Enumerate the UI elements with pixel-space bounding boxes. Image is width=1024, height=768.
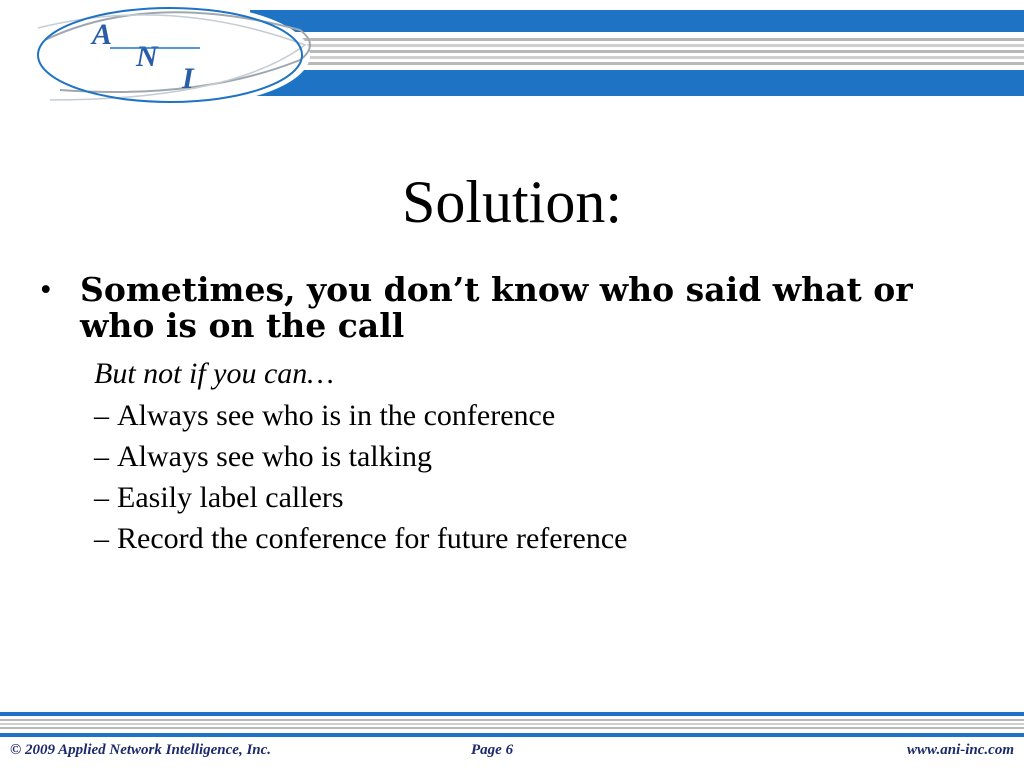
- footer: [0, 742, 1024, 764]
- dash-icon: –: [94, 522, 109, 555]
- slide-title: Solution:: [401, 169, 623, 235]
- dash-icon: –: [94, 399, 109, 432]
- main-bullet: [40, 272, 980, 344]
- sub-bullet-list: [94, 395, 628, 559]
- sub-bullet-text: Easily label callers: [117, 481, 344, 514]
- sub-bullet-item: [94, 436, 628, 477]
- logo-letter-a: A: [92, 18, 113, 51]
- sub-bullet-text: Record the conference for future reference: [117, 522, 628, 555]
- footer-page-number: Page 6: [471, 742, 514, 758]
- logo-letter-n: N: [136, 40, 158, 73]
- footer-divider: [0, 708, 1024, 738]
- sub-bullet-text: Always see who is in the conference: [117, 399, 556, 432]
- sub-bullet-item: [94, 477, 628, 518]
- bullet-dot-icon: •: [40, 272, 52, 308]
- sub-bullet-text: Always see who is talking: [117, 440, 432, 473]
- main-bullet-text: Sometimes, you don’t know who said what or who is on the call: [80, 270, 913, 345]
- sub-bullet-item: [94, 395, 628, 436]
- sub-bullet-item: [94, 518, 628, 559]
- footer-copyright: © 2009 Applied Network Intelligence, Inc.: [10, 742, 272, 758]
- dash-icon: –: [94, 481, 109, 514]
- logo-letter-i: I: [182, 62, 194, 95]
- dash-icon: –: [94, 440, 109, 473]
- header-graphic: [0, 0, 1024, 112]
- header-banner: [0, 0, 1024, 112]
- sub-intro-text: But not if you can…: [94, 357, 334, 390]
- footer-website-link[interactable]: www.ani-inc.com: [907, 742, 1014, 758]
